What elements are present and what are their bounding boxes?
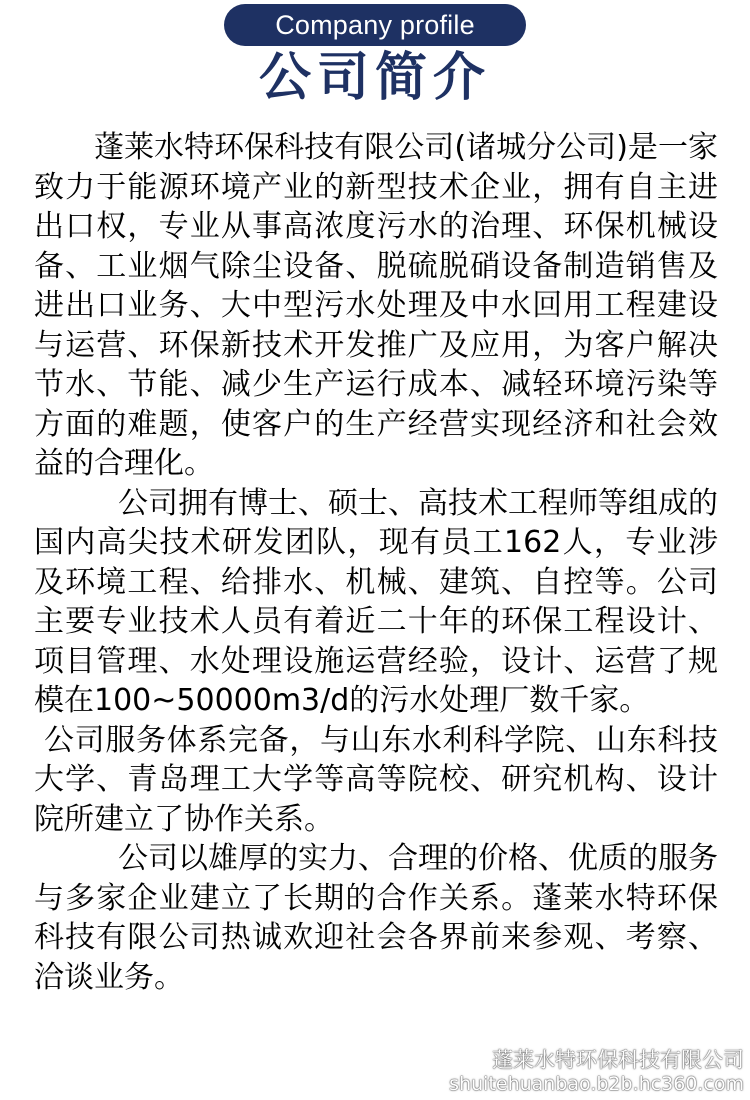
- profile-paragraph-intro: 蓬莱水特环保科技有限公司(诸城分公司)是一家致力于能源环境产业的新型技术企业，拥有自主进出口权，专业从事高浓度污水的治理、环保机械设备、工业烟气除尘设备、脱硫脱硝设备制造销售及进出口业务、大中型污水处理及中水回用工程建设与运营、环保新技术开发推广及应用，为客户解决节水、节能、减少生产运行成本、减轻环境污染等方面的难题，使客户的生产经营实现经济和社会效益的合理化。: [34, 130, 718, 481]
- profile-paragraph-closing: 公司以雄厚的实力、合理的价格、优质的服务与多家企业建立了长期的合作关系。蓬莱水特环保科技有限公司热诚欢迎社会各界前来参观、考察、洽谈业务。: [34, 841, 718, 995]
- watermark-url: shuitehuanbao.b2b.hc360.com: [449, 1073, 744, 1095]
- page-title: 公司简介: [258, 48, 491, 108]
- profile-paragraph-partners: 公司服务体系完备，与山东水利科学院、山东科技大学、青岛理工大学等高等院校、研究机构、设计院所建立了协作关系。: [34, 722, 718, 837]
- profile-body: [34, 128, 718, 997]
- watermark-company-name: 蓬莱水特环保科技有限公司: [492, 1048, 744, 1072]
- site-watermark: [449, 1048, 744, 1096]
- company-profile-badge: Company profile: [224, 4, 526, 46]
- profile-paragraph-team: 公司拥有博士、硕士、高技术工程师等组成的国内高尖技术研发团队，现有员工162人，专业涉及环境工程、给排水、机械、建筑、自控等。公司主要专业技术人员有着近二十年的环保工程设计、项目管理、水处理设施运营经验，设计、运营了规模在100~50000m3/d的污水处理厂数千家。: [34, 485, 718, 718]
